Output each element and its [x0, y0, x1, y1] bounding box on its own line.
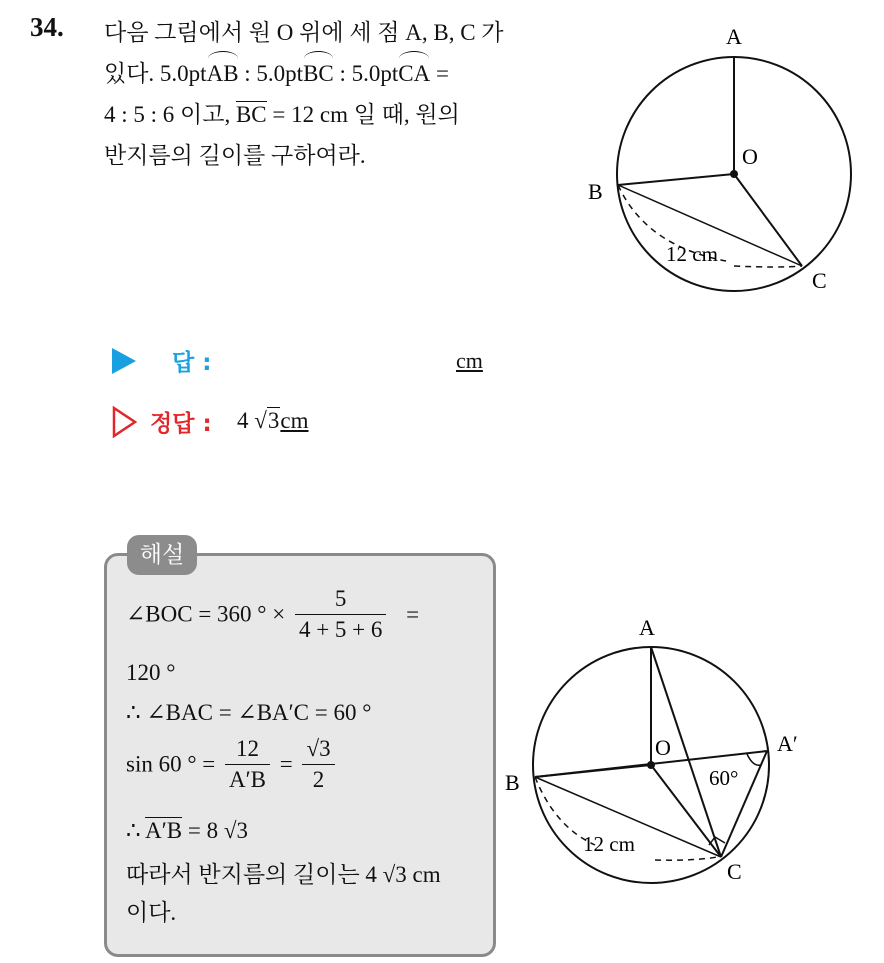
- arc-bc: BC: [303, 53, 334, 94]
- answer-unit: cm: [456, 348, 483, 373]
- sol-line-1: ∠BOC = 360 ° × $\frac{5}{4 + 5 + 6}$ =: [126, 586, 420, 642]
- answer-play-icon: [112, 348, 136, 374]
- fig1-label-c: C: [812, 268, 827, 293]
- fig2-label-c: C: [727, 859, 742, 884]
- answer-label: 답 :: [172, 350, 212, 376]
- solution-tag: 해설: [127, 535, 197, 575]
- correct-value: 4 √3cm: [237, 408, 309, 433]
- correct-triangle-icon: [112, 405, 138, 439]
- question-line-1: 다음 그림에서 원 O 위에 세 점 A, B, C 가: [104, 20, 504, 45]
- sol-line-2: 120 °: [126, 660, 176, 685]
- sol-line-5: ∴ A′B = 8 √3: [126, 818, 248, 843]
- question-line-4: 반지름의 길이를 구하여라.: [104, 143, 366, 168]
- fig1-label-a: A: [726, 24, 742, 49]
- fig2-label-o: O: [655, 735, 671, 760]
- fig1-label-12cm: 12 cm: [666, 242, 718, 266]
- arc-ab: AB: [207, 53, 239, 94]
- question-text: [104, 12, 559, 176]
- segment-bc: BC: [235, 102, 267, 127]
- correct-label: 정답 :: [150, 411, 212, 437]
- arc-ca: CA: [398, 53, 430, 94]
- fig2-label-12cm: 12 cm: [583, 832, 635, 856]
- question-number: 34.: [30, 12, 64, 42]
- fig2-label-60deg: 60°: [709, 766, 739, 790]
- question-line-2: 있다. 5.0ptAB : 5.0ptBC : 5.0ptCA =: [104, 53, 559, 94]
- sol-line-6: 따라서 반지름의 길이는 4 √3 cm: [126, 862, 441, 887]
- sol-line-3: ∴ ∠BAC = ∠BA′C = 60 °: [126, 700, 372, 725]
- circle-figure-1: [576, 14, 866, 299]
- sol-line-7: 이다.: [126, 900, 177, 925]
- question-line-3: 4 : 5 : 6 이고, BC = 12 cm 일 때, 원의: [104, 102, 460, 127]
- fig2-label-a: A: [639, 615, 655, 640]
- fig2-label-b: B: [505, 770, 520, 795]
- fig1-label-b: B: [588, 179, 603, 204]
- sol-line-4: sin 60 ° = $\frac{12}{A'B}$ = $\frac{√3}{2}$: [126, 736, 339, 793]
- fig2-label-a-prime: A′: [777, 731, 798, 756]
- fig1-label-o: O: [742, 144, 758, 169]
- circle-figure-2: [495, 605, 825, 895]
